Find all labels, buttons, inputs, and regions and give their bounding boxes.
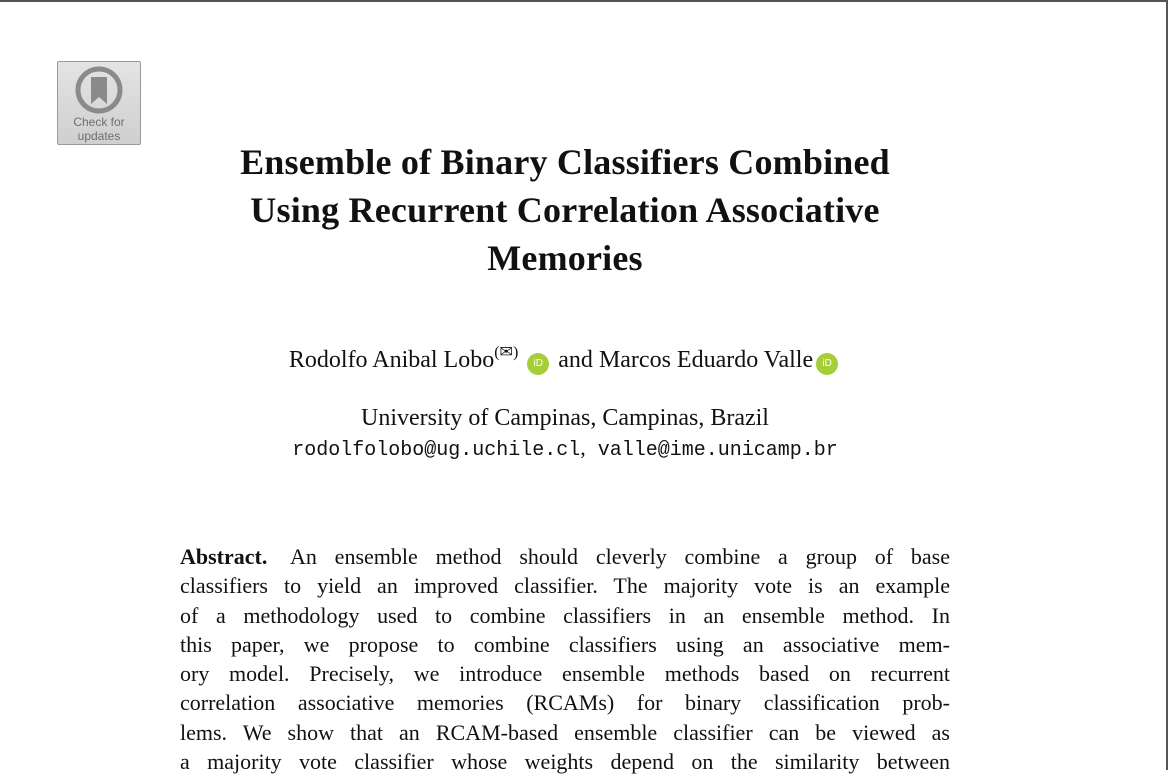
email-separator: ,: [580, 435, 586, 460]
affiliation: University of Campinas, Campinas, Brazil: [361, 405, 769, 431]
abstract-line: a majority vote classifier whose weights depend on the similarity between: [180, 749, 950, 775]
title-line: Memories: [487, 238, 643, 278]
abstract-line: of a methodology used to combine classifiers in an ensemble method. In: [180, 602, 950, 628]
orcid-icon[interactable]: iD: [527, 353, 549, 375]
email-link[interactable]: rodolfolobo@ug.uchile.cl: [292, 439, 581, 462]
author-name: Rodolfo Anibal Lobo: [288, 347, 495, 373]
abstract-label: Abstract.: [180, 544, 268, 569]
corresponding-author-mail-icon: (✉): [494, 344, 519, 361]
abstract-text: An ensemble method should cleverly combine a group of base: [289, 544, 950, 569]
abstract-line: this paper, we propose to combine classifiers using an associative mem-: [180, 631, 950, 657]
abstract: [180, 542, 950, 776]
check-for-updates-icon: [75, 66, 123, 114]
check-for-updates-badge[interactable]: [57, 61, 141, 145]
abstract-line: correlation associative memories (RCAMs) for binary classification prob-: [180, 690, 950, 716]
abstract-line: lems. We show that an RCAM-based ensemble classifier can be viewed as: [180, 719, 950, 745]
title-line: Using Recurrent Correlation Associative: [250, 190, 880, 230]
badge-label-2: updates: [77, 129, 121, 143]
paper-title: [160, 138, 970, 282]
author-connector: and: [558, 347, 593, 373]
title-line: Ensemble of Binary Classifiers Combined: [240, 142, 890, 182]
abstract-line: classifiers to yield an improved classifier. The majority vote is an example: [180, 573, 950, 599]
author-name: Marcos Eduardo Valle: [598, 347, 814, 373]
email-link[interactable]: valle@ime.unicamp.br: [597, 439, 838, 462]
abstract-line: [180, 542, 950, 571]
abstract-line: ory model. Precisely, we introduce ensemble methods based on recurrent: [180, 661, 950, 687]
badge-label-1: Check for: [73, 115, 125, 129]
orcid-icon[interactable]: iD: [816, 353, 838, 375]
author-emails: [160, 434, 970, 465]
author-list: [160, 342, 970, 381]
